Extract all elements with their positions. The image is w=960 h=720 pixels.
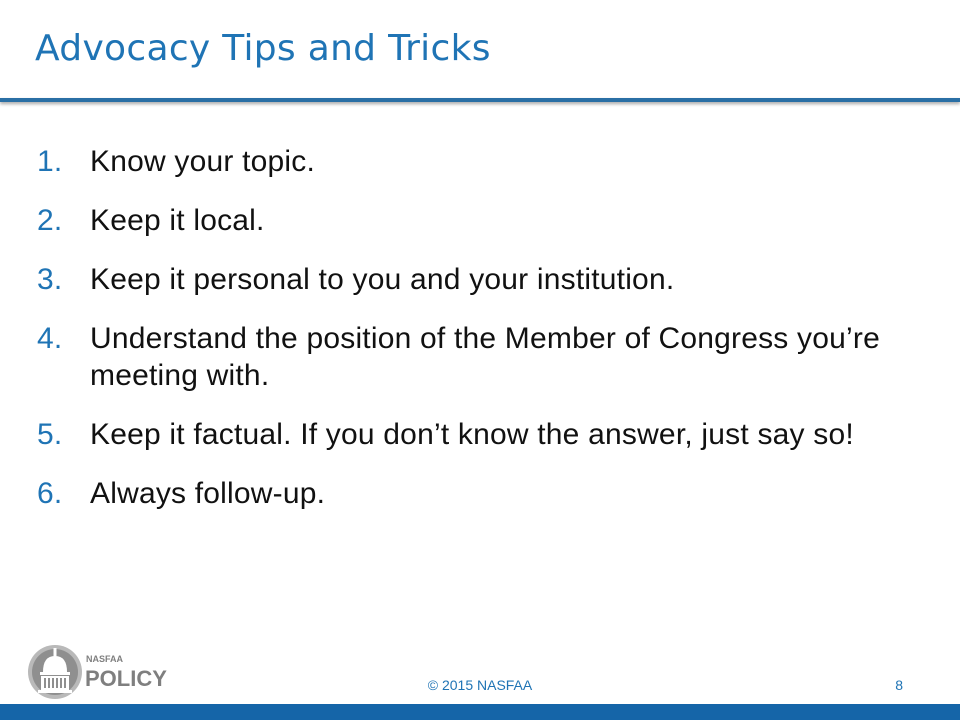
list-item <box>37 416 927 453</box>
logo-large-text: POLICY <box>85 666 167 691</box>
list-item <box>37 475 927 512</box>
list-item-text: Always follow-up. <box>90 477 326 510</box>
list-item-number: 1. <box>37 145 63 178</box>
title-divider <box>0 98 960 102</box>
list-item <box>37 202 927 239</box>
list-item-text: Keep it personal to you and your institution. <box>90 263 675 296</box>
list-item-text: Keep it local. <box>90 204 265 237</box>
logo-small-text: NASFAA <box>86 654 124 664</box>
copyright-notice: © 2015 NASFAA <box>427 677 533 693</box>
list-item-number: 4. <box>37 322 63 355</box>
slide-title: Advocacy Tips and Tricks <box>35 28 491 69</box>
list-item-number: 2. <box>37 204 63 237</box>
list-item-text: Keep it factual. If you don’t know the answer, just say so! <box>90 418 854 451</box>
list-item <box>37 320 927 394</box>
page-number: 8 <box>895 677 903 693</box>
list-item-number: 6. <box>37 477 63 510</box>
list-item-number: 5. <box>37 418 63 451</box>
list-item <box>37 143 927 180</box>
list-item <box>37 261 927 298</box>
list-item-text: Know your topic. <box>90 145 315 178</box>
list-item-number: 3. <box>37 263 63 296</box>
list-item-text: Understand the position of the Member of Congress you’re meeting with. <box>90 322 880 392</box>
tips-list <box>37 143 927 534</box>
footer-bar <box>0 704 960 720</box>
